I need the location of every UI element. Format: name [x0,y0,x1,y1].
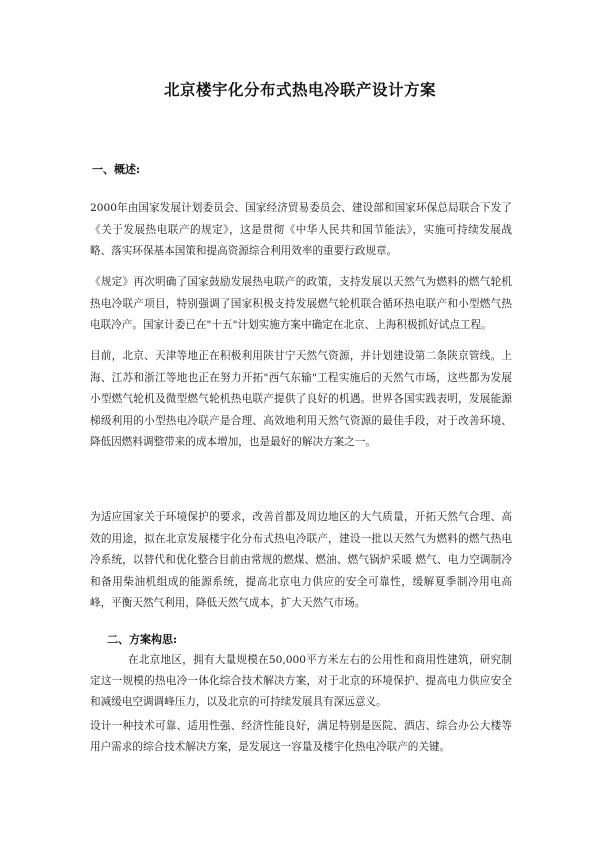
paragraph: 在北京地区，拥有大量规模在50,000平方米左右的公用性和商用性建筑，研究制定这一规模的热电冷一体化综合技术解决方案，对于北京的环境保护、提高电力供应安全和减缓电空调调峰压力，以及北京的可持续发展具有深远意义。 [90,654,512,708]
paragraph: 《规定》再次明确了国家鼓励发展热电联产的政策，支持发展以天然气为燃料的燃气轮机热电冷联产项目，特别强调了国家积极支持发展燃气轮机联合循环热电联产和小型燃气热电联冷产。国家计委已在"十五"计划实施方案中确定在北京、上海积极抓好试点工程。 [90,276,512,331]
document-title: 北京楼宇化分布式热电冷联产设计方案 [163,80,436,99]
paragraph: 设计一种技术可靠、适用性强、经济性能良好，满足特别是医院、酒店、综合办公大楼等用户需求的综合技术解决方案，是发展这一容量及楼宇化热电冷联产的关键。 [90,720,512,753]
paragraph: 目前，北京、天津等地正在积极利用陕甘宁天然气资源，并计划建设第二条陕京管线。上海、江苏和浙江等地也正在努力开拓"西气东输"工程实施后的天然气市场，这些都为发展小型燃气轮机及微型燃气轮机热电联产提供了良好的机遇。世界各国实践表明，发展能源梯级利用的小型热电冷联产是合理、高效地利用天然气资源的最佳手段，对于改善环境、降低因燃料调整带来的成本增加，也是最好的解决方案之一。 [90,350,512,448]
section-heading-concept: 二、方案构思: [107,633,178,646]
section-heading-overview: 一、概述: [92,163,141,176]
paragraph: 为适应国家关于环境保护的要求，改善首都及周边地区的大气质量，开拓天然气合理、高效的用途，拟在北京发展楼宇化分布式热电冷联产，建设一批以天然气为燃料的燃气热电冷系统，以替代和优化整合目前由常规的燃煤、燃油、燃气锅炉采暖 燃气、电力空调制冷和备用柴油机组成的能源系统，提高北京电力供应的安全可靠性，缓解夏季制冷用电高峰，平衡天然气利用，降低天然气成本，扩大天然气市场。 [90,511,512,609]
paragraph: 2000年由国家发展计划委员会、国家经济贸易委员会、建设部和国家环保总局联合下发了《关于发展热电联产的规定》，这是贯彻《中华人民共和国节能法》，实施可持续发展战略、落实环保基本国策和提高资源综合利用效率的重要行政规章。 [90,202,512,257]
